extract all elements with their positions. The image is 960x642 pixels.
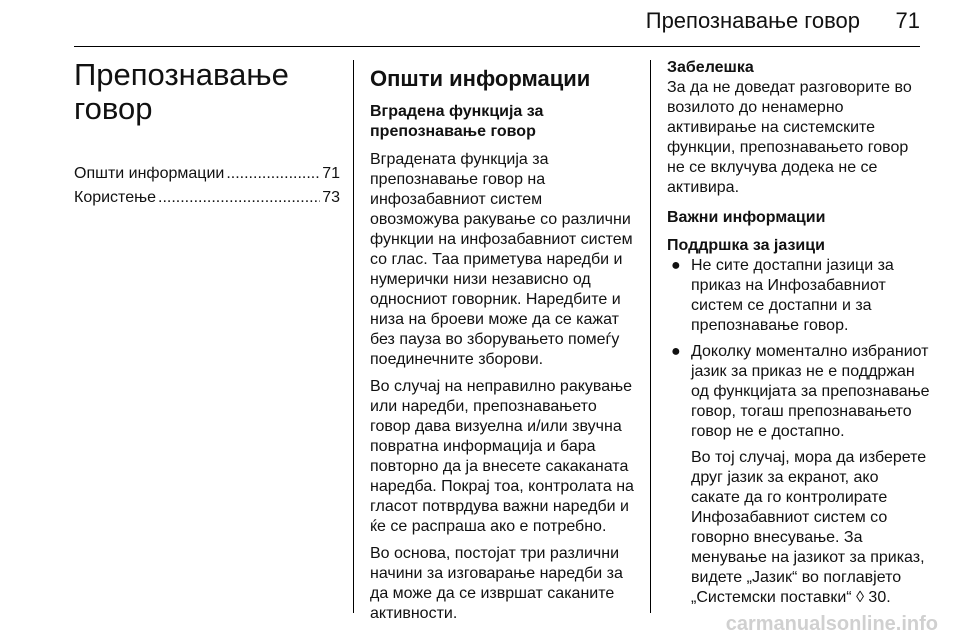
language-support-heading: Поддршка за јазици bbox=[667, 237, 825, 254]
toc-entry-page: 73 bbox=[322, 189, 340, 206]
watermark: carmanualsonline.info bbox=[725, 613, 938, 635]
toc-entry[interactable] bbox=[74, 188, 340, 208]
list-continuation: Во тој случај, мора да изберете друг јазик за екранот, ако сакате да го контролирате Инфозабавниот систем со говорно внесување. За менување на јазикот за приказ, видете „Јазик“ во поглавјето „Системски поставки“ ◊ 30. bbox=[691, 449, 927, 606]
page-number: 71 bbox=[895, 8, 920, 33]
column-3 bbox=[667, 54, 930, 608]
chapter-title-line1: Препознавање bbox=[74, 57, 289, 92]
bullet-icon: ● bbox=[671, 257, 681, 274]
column-divider-1 bbox=[353, 60, 354, 613]
toc-entry[interactable] bbox=[74, 164, 340, 184]
list-item bbox=[667, 256, 930, 336]
note-body: За да не доведат разговорите во возилото до ненамерно активирање на системските функции, препознавањето говор не се вклучува додека не се активира. bbox=[667, 79, 912, 196]
chapter-title-line2: говор bbox=[74, 91, 153, 126]
note-heading: Забелешка bbox=[667, 59, 754, 76]
subsection-title-line2: препознавање говор bbox=[370, 123, 536, 140]
toc-entry-page: 71 bbox=[322, 165, 340, 182]
list-item-text: Не сите достапни јазици за приказ на Инфозабавниот систем се достапни и за препознавање говор. bbox=[691, 257, 894, 334]
header-rule bbox=[74, 46, 920, 47]
bullet-icon: ● bbox=[671, 343, 681, 360]
list-item bbox=[667, 342, 930, 442]
paragraph: Во случај на неправилно ракување или наредби, препознавањето говор дава визуелна и/или звучна повратна информација и бара повторно да ја внесете сакаканата наредба. Покрај тоа, контролата на гласот потврдува важни наредби и ќе се распраша ако е потребно. bbox=[370, 378, 634, 535]
column-2 bbox=[370, 54, 634, 631]
paragraph: Вградената функција за препознавање говор на инфозабавниот систем овозможува ракување со различни функции на инфозабавниот систем со глас. Таа приметува наредби и нумерички низи независно од односниот говорник. Наредбите и низа на броеви може да се кажат без пауза во зборувањето помеѓу поединечните зборови. bbox=[370, 151, 633, 368]
column-1 bbox=[74, 54, 340, 212]
subsection-title bbox=[370, 102, 634, 142]
running-header-title: Препознавање говор bbox=[645, 8, 860, 33]
section-title: Општи информации bbox=[370, 66, 591, 91]
toc-entry-label: Користење bbox=[74, 189, 156, 206]
subsection-title-line1: Вградена функција за bbox=[370, 103, 544, 120]
column-divider-2 bbox=[650, 60, 651, 613]
important-heading: Важни информации bbox=[667, 209, 826, 226]
chapter-title bbox=[74, 58, 340, 126]
toc-entry-label: Општи информации bbox=[74, 165, 225, 182]
toc-leader bbox=[158, 188, 320, 208]
paragraph: Во основа, постојат три различни начини за изговарање наредби за да може да се извршат саканите активности. bbox=[370, 545, 623, 622]
toc-leader bbox=[226, 164, 320, 184]
list-item-text: Доколку моментално избраниот јазик за приказ не е поддржан од функцијата за препознавање говор, тогаш препознавањето говор не е достапно. bbox=[691, 343, 930, 440]
